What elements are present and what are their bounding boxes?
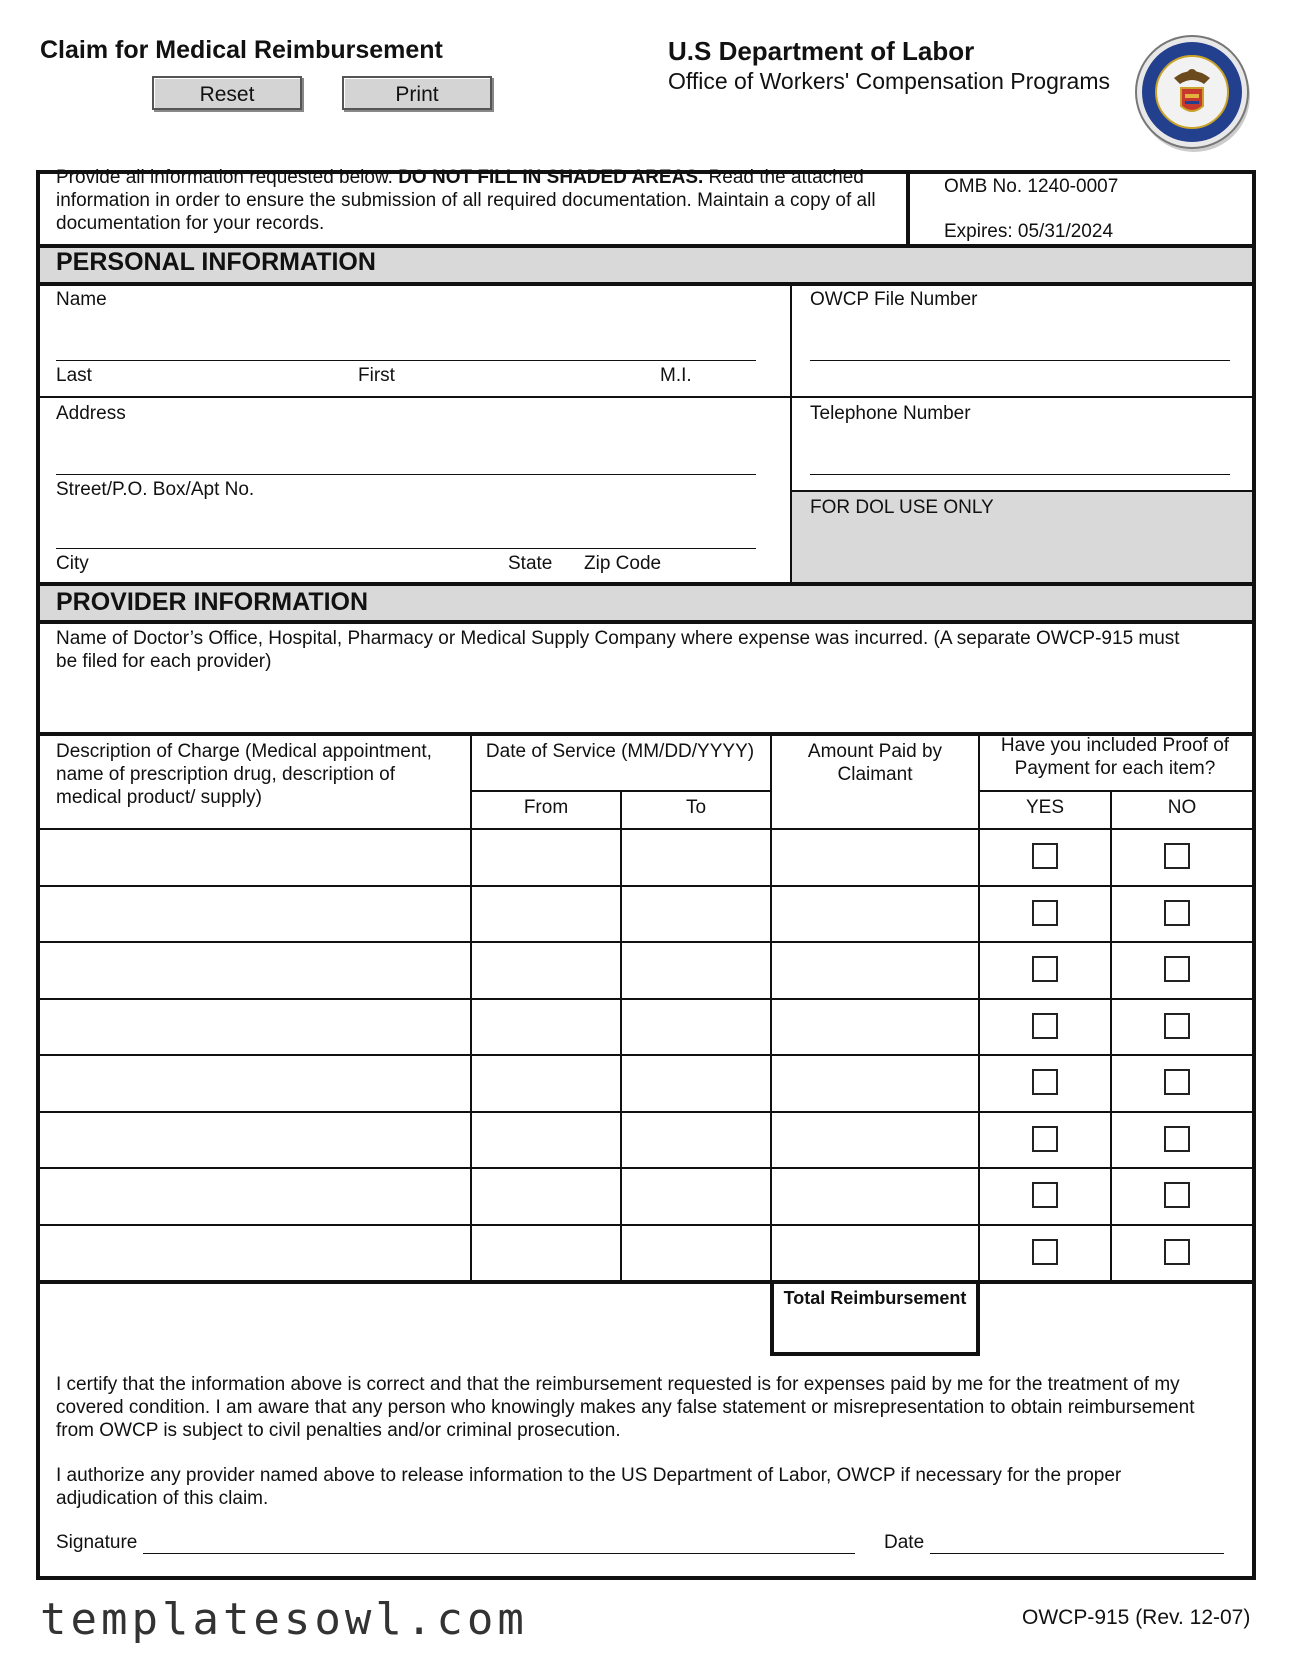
- from-date-cell[interactable]: [472, 830, 620, 885]
- date-label: Date: [884, 1532, 925, 1553]
- description-cell[interactable]: [40, 1000, 470, 1055]
- instructions-text: Provide all information requested below. DO NOT FILL IN SHADED AREAS. Read the attached information in order to ensure the submission of all required documentation. Maintain a copy of all documentation for your records.: [56, 167, 876, 234]
- from-date-cell[interactable]: [472, 887, 620, 942]
- from-date-cell[interactable]: [472, 943, 620, 998]
- middle-initial-label: M.I.: [660, 365, 692, 386]
- to-date-cell[interactable]: [622, 1226, 770, 1281]
- from-date-cell[interactable]: [472, 1226, 620, 1281]
- proof-no-checkbox[interactable]: [1164, 1126, 1190, 1152]
- expiration-date: Expires: 05/31/2024: [944, 221, 1114, 242]
- last-name-label: Last: [56, 365, 92, 386]
- dol-seal-icon: [1134, 34, 1252, 152]
- owcp-file-number-input[interactable]: [810, 360, 1230, 361]
- total-reimbursement-label: Total Reimbursement: [783, 1288, 967, 1308]
- city-label: City: [56, 553, 89, 574]
- yes-column-header: YES: [1025, 797, 1065, 818]
- description-cell[interactable]: [40, 1169, 470, 1224]
- to-date-cell[interactable]: [622, 887, 770, 942]
- proof-yes-checkbox[interactable]: [1032, 1013, 1058, 1039]
- proof-yes-checkbox[interactable]: [1032, 843, 1058, 869]
- proof-yes-checkbox[interactable]: [1032, 956, 1058, 982]
- watermark: templatesowl.com: [40, 1594, 528, 1645]
- description-cell[interactable]: [40, 943, 470, 998]
- reset-button[interactable]: Reset: [152, 76, 302, 110]
- proof-no-checkbox[interactable]: [1164, 1239, 1190, 1265]
- to-date-cell[interactable]: [622, 1000, 770, 1055]
- to-column-header: To: [685, 797, 707, 818]
- amount-paid-cell[interactable]: [772, 1169, 978, 1224]
- authorization-statement: I authorize any provider named above to release information to the US Department of Labor, OWCP if necessary for the proper adjudication of this claim.: [56, 1465, 1122, 1509]
- agency-office: Office of Workers' Compensation Programs: [668, 68, 1110, 94]
- no-column-header: NO: [1167, 797, 1197, 818]
- proof-yes-checkbox[interactable]: [1032, 900, 1058, 926]
- description-cell[interactable]: [40, 1113, 470, 1168]
- description-cell[interactable]: [40, 887, 470, 942]
- amount-paid-cell[interactable]: [772, 1226, 978, 1281]
- proof-no-checkbox[interactable]: [1164, 1182, 1190, 1208]
- proof-yes-checkbox[interactable]: [1032, 1069, 1058, 1095]
- amount-paid-cell[interactable]: [772, 943, 978, 998]
- from-date-cell[interactable]: [472, 1169, 620, 1224]
- date-line[interactable]: [930, 1553, 1224, 1554]
- certification-statement: I certify that the information above is correct and that the reimbursement requested is for expenses paid by me for the treatment of my covered condition. I am aware that any person who knowingly makes any false statement or misrepresentation to obtain reimbursement from OWCP is subject to civil penalties and/or criminal prosecution.: [56, 1374, 1195, 1441]
- from-date-cell[interactable]: [472, 1000, 620, 1055]
- provider-info-heading: PROVIDER INFORMATION: [56, 588, 369, 616]
- description-cell[interactable]: [40, 1226, 470, 1281]
- zip-code-label: Zip Code: [584, 553, 662, 574]
- signature-line[interactable]: [143, 1553, 855, 1554]
- first-name-label: First: [358, 365, 395, 386]
- print-button[interactable]: Print: [342, 76, 492, 110]
- street-label: Street/P.O. Box/Apt No.: [56, 479, 255, 500]
- state-label: State: [508, 553, 553, 574]
- provider-name-label: Name of Doctor’s Office, Hospital, Pharmacy or Medical Supply Company where expense was incurred. (A separate OWCP-915 must be filed for each provider): [56, 628, 1180, 672]
- omb-number: OMB No. 1240-0007: [944, 176, 1119, 197]
- proof-no-checkbox[interactable]: [1164, 1013, 1190, 1039]
- amount-paid-cell[interactable]: [772, 830, 978, 885]
- amount-paid-cell[interactable]: [772, 887, 978, 942]
- street-input-line[interactable]: [56, 474, 756, 475]
- to-date-cell[interactable]: [622, 943, 770, 998]
- from-date-cell[interactable]: [472, 1113, 620, 1168]
- signature-label: Signature: [56, 1532, 138, 1553]
- dol-use-only-label: FOR DOL USE ONLY: [810, 497, 994, 518]
- amount-paid-cell[interactable]: [772, 1000, 978, 1055]
- proof-no-checkbox[interactable]: [1164, 843, 1190, 869]
- amount-paid-cell[interactable]: [772, 1056, 978, 1111]
- to-date-cell[interactable]: [622, 830, 770, 885]
- description-column-header: Description of Charge (Medical appointment, name of prescription drug, description of medical product/ supply): [56, 741, 432, 808]
- to-date-cell[interactable]: [622, 1113, 770, 1168]
- proof-no-checkbox[interactable]: [1164, 1069, 1190, 1095]
- proof-no-checkbox[interactable]: [1164, 956, 1190, 982]
- owcp-file-number-label: OWCP File Number: [810, 289, 978, 310]
- address-label: Address: [56, 403, 126, 424]
- description-cell[interactable]: [40, 830, 470, 885]
- agency-name: U.S Department of Labor: [668, 36, 975, 66]
- city-state-zip-input-line[interactable]: [56, 548, 756, 549]
- name-label: Name: [56, 289, 107, 310]
- telephone-input[interactable]: [810, 474, 1230, 475]
- proof-of-payment-header: Have you included Proof of Payment for each item?: [1000, 735, 1230, 779]
- date-of-service-header: Date of Service (MM/DD/YYYY): [485, 741, 755, 762]
- telephone-label: Telephone Number: [810, 403, 971, 424]
- form-number: OWCP-915 (Rev. 12-07): [1022, 1606, 1251, 1629]
- personal-info-heading: PERSONAL INFORMATION: [56, 248, 376, 276]
- amount-paid-cell[interactable]: [772, 1113, 978, 1168]
- proof-yes-checkbox[interactable]: [1032, 1126, 1058, 1152]
- to-date-cell[interactable]: [622, 1056, 770, 1111]
- proof-yes-checkbox[interactable]: [1032, 1239, 1058, 1265]
- form-title: Claim for Medical Reimbursement: [40, 36, 443, 64]
- name-input-line[interactable]: [56, 360, 756, 361]
- amount-paid-header: Amount Paid by Claimant: [807, 741, 943, 785]
- provider-name-field[interactable]: [56, 676, 1236, 730]
- proof-no-checkbox[interactable]: [1164, 900, 1190, 926]
- from-date-cell[interactable]: [472, 1056, 620, 1111]
- to-date-cell[interactable]: [622, 1169, 770, 1224]
- description-cell[interactable]: [40, 1056, 470, 1111]
- from-column-header: From: [523, 797, 569, 818]
- proof-yes-checkbox[interactable]: [1032, 1182, 1058, 1208]
